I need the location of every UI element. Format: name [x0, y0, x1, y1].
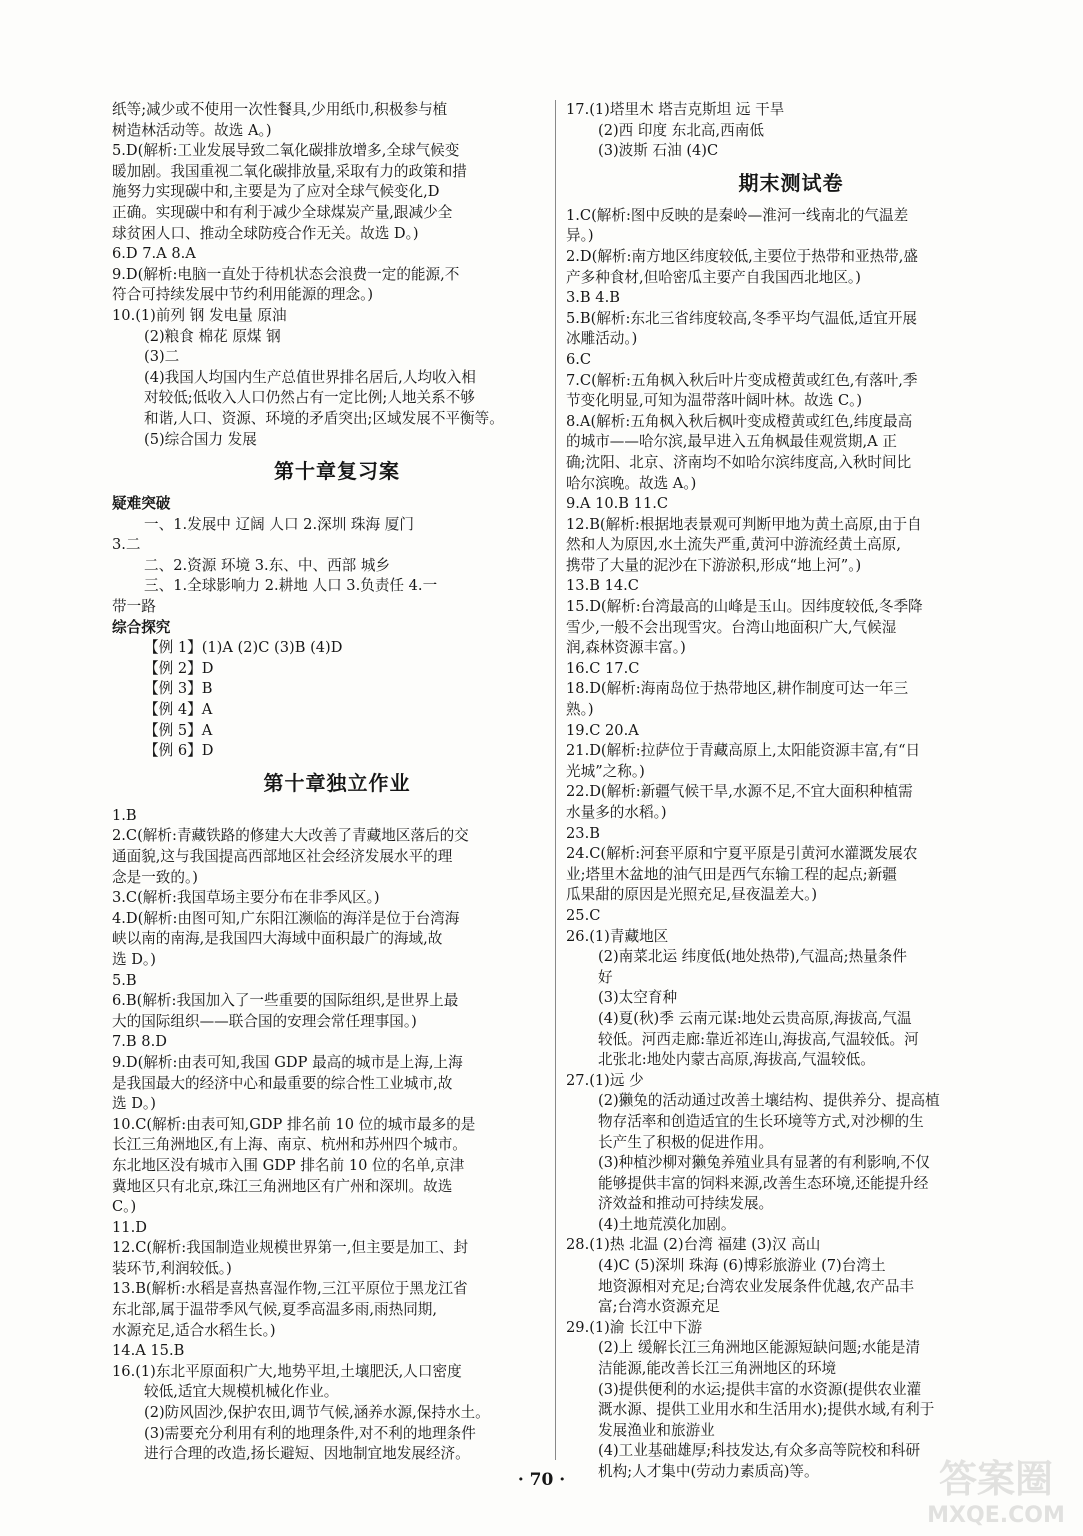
answer-line-indented: (4)C (5)深圳 珠海 (6)博彩旅游业 (7)台湾土	[598, 1257, 886, 1275]
answer-line: 雪少,一般不会出现雪灾。台湾山地面积广大,气候湿	[566, 618, 897, 636]
answer-line: 冰雕活动。)	[566, 330, 638, 348]
answer-line: 18.D(解析:海南岛位于热带地区,耕作制度可达一年三	[566, 680, 909, 698]
answer-line-indented: 二、2.资源 环境 3.东、中、西部 城乡	[144, 556, 391, 574]
answer-line: 16.(1)东北平原面积广大,地势平坦,土壤肥沃,人口密度	[112, 1362, 462, 1380]
answer-line: 17.(1)塔里木 塔吉克斯坦 远 干旱	[566, 101, 785, 118]
answer-line: 装环节,利润较低。)	[112, 1259, 232, 1277]
answer-line: 13.B(解析:水稻是喜热喜湿作物,三江平原位于黑龙江省	[112, 1280, 468, 1298]
answer-line: 3.C(解析:我国草场主要分布在非季风区。)	[112, 889, 380, 907]
answer-line-indented: 溉水源、提供工业用水和生活用水);提供水域,有利于	[598, 1401, 935, 1419]
answer-line: 正确。实现碳中和有利于减少全球煤炭产量,跟减少全	[112, 203, 453, 221]
answer-line: 施努力实现碳中和,主要是为了应对全球气候变化,D	[112, 183, 440, 201]
answer-line: 3.B 4.B	[566, 289, 620, 307]
answer-line-indented: (3)太空育种	[598, 989, 678, 1007]
answer-line-indented: 地资源相对充足;台湾农业发展条件优越,农产品丰	[598, 1277, 915, 1295]
answer-line-indented: (4)土地荒漠化加剧。	[598, 1215, 736, 1233]
answer-line: 哈尔滨晚。故选 A。)	[566, 474, 697, 492]
answer-line-indented: (2)西 印度 东北高,西南低	[598, 121, 764, 139]
answer-line-indented: (3)种植沙柳对獭兔养殖业具有显著的有利影响,不仅	[598, 1154, 930, 1172]
answer-line: 树造林活动等。故选 A。)	[112, 121, 272, 139]
answer-line-indented: (4)我国人均国内生产总值世界排名居后,人均收入相	[144, 368, 476, 386]
answer-line: 10.C(解析:由表可知,GDP 排名前 10 位的城市最多的是	[112, 1115, 476, 1133]
answer-line-indented: (2)獭兔的活动通过改善土壤结构、提供养分、提高植	[598, 1092, 940, 1110]
answer-line: 24.C(解析:河套平原和宁夏平原是引黄河水灌溉发展农	[566, 845, 918, 863]
answer-line: 23.B	[566, 824, 600, 842]
answer-line: 符合可持续发展中节约利用能源的理念。)	[112, 286, 374, 304]
answer-line: 润,森林资源丰富。)	[566, 639, 686, 657]
answer-line: 水源充足,适合水稻生长。)	[112, 1321, 276, 1339]
answer-line: 产多种食材,但哈密瓜主要产自我国西北地区。)	[566, 268, 861, 286]
answer-line: 27.(1)远 少	[566, 1071, 644, 1089]
answer-line-indented: 较低。河西走廊:靠近祁连山,海拔高,气温较低。河	[598, 1030, 919, 1048]
answer-line-indented: 长产生了积极的促进作用。	[598, 1133, 774, 1151]
left-column	[112, 100, 562, 1465]
answer-line: 纸等;减少或不使用一次性餐具,少用纸巾,积极参与植	[112, 101, 448, 118]
answer-line-indented: 【例 3】B	[144, 680, 213, 698]
answer-line: 光城”之称。)	[566, 762, 645, 780]
answer-line: 25.C	[566, 906, 601, 924]
answer-line: 5.D(解析:工业发展导致二氧化碳排放增多,全球气候变	[112, 142, 460, 160]
section-heading: 第十章复习案	[274, 459, 400, 484]
answer-line: 8.A(解析:五角枫入秋后枫叶变成橙黄或红色,纬度最高	[566, 412, 913, 430]
answer-line-indented: 【例 1】(1)A (2)C (3)B (4)D	[144, 639, 343, 657]
answer-line: 21.D(解析:拉萨位于青藏高原上,太阳能资源丰富,有“日	[566, 742, 921, 760]
answer-line: C。)	[112, 1198, 137, 1216]
answer-line-indented: (4)工业基础雄厚;科技发达,有众多高等院校和科研	[598, 1442, 921, 1460]
answer-line: 12.B(解析:根据地表景观可判断甲地为黄土高原,由于自	[566, 515, 922, 533]
answer-line-indented: 发展渔业和旅游业	[598, 1421, 715, 1439]
answer-line: 带一路	[112, 598, 156, 616]
answer-line-indented: 洁能源,能改善长江三角洲地区的环境	[598, 1360, 837, 1378]
answer-line-indented: 好	[598, 968, 613, 986]
section-heading: 期末测试卷	[738, 170, 844, 195]
answer-line: 10.(1)前列 钢 发电量 原油	[112, 306, 287, 324]
answer-line: 6.B(解析:我国加入了一些重要的国际组织,是世界上最	[112, 992, 459, 1010]
answer-line-indented: 【例 5】A	[144, 721, 213, 739]
answer-line: 15.D(解析:台湾最高的山峰是玉山。因纬度较低,冬季降	[566, 598, 923, 616]
answer-line: 4.D(解析:由图可知,广东阳江濒临的海洋是位于台湾海	[112, 909, 460, 927]
answer-line: 29.(1)渝 长江中下游	[566, 1318, 703, 1336]
answer-line: 14.A 15.B	[112, 1342, 185, 1360]
answer-line: 是我国最大的经济中心和最重要的综合性工业城市,故	[112, 1074, 453, 1092]
answer-line: 7.C(解析:五角枫入秋后叶片变成橙黄或红色,有落叶,季	[566, 371, 918, 389]
answer-line-indented: (2)防风固沙,保护农田,调节气候,涵养水源,保持水土。	[144, 1404, 490, 1422]
answer-line-indented: 富;台湾水资源充足	[598, 1298, 720, 1316]
answer-line: 东北地区没有城市入围 GDP 排名前 10 位的名单,京津	[112, 1156, 465, 1174]
answer-line-indented: 一、1.发展中 辽阔 人口 2.深圳 珠海 厦门	[144, 515, 414, 533]
answer-line: 念是一致的。)	[112, 868, 198, 886]
answer-line: 9.D(解析:由表可知,我国 GDP 最高的城市是上海,上海	[112, 1053, 463, 1071]
answer-line: 异。)	[566, 227, 594, 245]
answer-line: 28.(1)热 北温 (2)台湾 福建 (3)汉 高山	[566, 1236, 821, 1254]
answer-line: 瓜果甜的原因是光照充足,昼夜温差大。)	[566, 886, 818, 904]
answer-line-indented: 能够提供丰富的饲料来源,改善生态环境,还能提升经	[598, 1174, 929, 1192]
svg-text:答案圈: 答案圈	[938, 1457, 1054, 1501]
answer-line-indented: 和谐,人口、资源、环境的矛盾突出;区域发展不平衡等。	[144, 409, 504, 427]
answer-line: 5.B(解析:东北三省纬度较高,冬季平均气温低,适宜开展	[566, 309, 918, 327]
answer-line: 19.C 20.A	[566, 721, 639, 739]
svg-text:MXQE.COM: MXQE.COM	[927, 1503, 1065, 1528]
answer-line: 2.D(解析:南方地区纬度较低,主要位于热带和亚热带,盛	[566, 247, 918, 265]
answer-line-indented: 机构;人才集中(劳动力素质高)等。	[598, 1463, 819, 1480]
answer-line: 东北部,属于温带季风气候,夏季高温多雨,雨热同期,	[112, 1301, 438, 1319]
answer-line-indented: 物存活率和创造适宜的生长环境等方式,对沙柳的生	[598, 1112, 924, 1130]
answer-line: 3.二	[112, 536, 141, 554]
answer-line-indented: 较低,适宜大规模机械化作业。	[144, 1383, 339, 1401]
answer-line: 冀地区只有北京,珠江三角洲地区有广州和深圳。故选	[112, 1177, 453, 1195]
answer-line: 暖加剧。我国重视二氧化碳排放量,采取有力的政策和措	[112, 162, 467, 180]
answer-line: 22.D(解析:新疆气候干旱,水源不足,不宜大面积种植需	[566, 783, 913, 801]
answer-line-indented: (2)上 缓解长江三角洲地区能源短缺问题;水能是清	[598, 1339, 921, 1357]
answer-line-indented: (3)需要充分利用有利的地理条件,对不利的地理条件	[144, 1424, 476, 1442]
answer-line: 1.C(解析:图中反映的是秦岭—淮河一线南北的气温差	[566, 206, 909, 224]
answer-line-indented: (3)提供便利的水运;提供丰富的水资源(提供农业灌	[598, 1380, 922, 1398]
answer-line: 2.C(解析:青藏铁路的修建大大改善了青藏地区落后的交	[112, 827, 469, 845]
subsection-label: 疑难突破	[112, 495, 171, 513]
column-divider	[555, 100, 556, 1460]
answer-line: 7.B 8.D	[112, 1033, 167, 1051]
answer-line: 9.D(解析:电脑一直处于待机状态会浪费一定的能源,不	[112, 265, 460, 283]
answer-line-indented: (3)二	[144, 348, 180, 366]
answer-line: 1.B	[112, 806, 137, 824]
answer-line-indented: 【例 6】D	[144, 742, 214, 760]
page-number: · 70 ·	[517, 1470, 566, 1490]
answer-line: 通面貌,这与我国提高西部地区社会经济发展水平的理	[112, 848, 453, 865]
answer-line-indented: (4)夏(秋)季 云南元谋:地处云贵高原,海拔高,气温	[598, 1009, 912, 1027]
answer-line: 然和人为原因,水土流失严重,黄河中游流经黄土高原,	[566, 536, 901, 554]
answer-line: 26.(1)青藏地区	[566, 927, 669, 945]
answer-line-indented: 【例 2】D	[144, 659, 214, 677]
answer-line: 选 D。)	[112, 950, 156, 968]
answer-line: 9.A 10.B 11.C	[566, 495, 669, 513]
answer-line: 球贫困人口、推动全球防疫合作无关。故选 D。)	[112, 224, 419, 242]
answer-line-indented: (2)粮食 棉花 原煤 钢	[144, 327, 281, 345]
answer-line: 11.D	[112, 1218, 147, 1236]
answer-line-indented: 进行合理的改造,扬长避短、因地制宜地发展经济。	[144, 1445, 470, 1463]
answer-line: 16.C 17.C	[566, 659, 640, 677]
right-column	[566, 100, 1016, 1483]
answer-line: 5.B	[112, 971, 137, 989]
watermark-logo	[921, 1446, 1071, 1530]
answer-line: 的城市——哈尔滨,最早进入五角枫最佳观赏期,A 正	[566, 433, 897, 451]
answer-line: 确;沈阳、北京、济南均不如哈尔滨纬度高,入秋时间比	[566, 453, 912, 471]
answer-line: 12.C(解析:我国制造业规模世界第一,但主要是加工、封	[112, 1239, 469, 1257]
answer-line: 6.C	[566, 350, 592, 368]
answer-line: 熟。)	[566, 701, 594, 719]
answer-line-indented: (3)波斯 石油 (4)C	[598, 142, 719, 160]
answer-line: 水量多的水稻。)	[566, 804, 667, 821]
answer-line: 携带了大量的泥沙在下游淤积,形成“地上河”。)	[566, 556, 862, 574]
answer-line-indented: 北张北:地处内蒙古高原,海拔高,气温较低。	[598, 1051, 875, 1069]
answer-line: 业;塔里木盆地的油气田是西气东输工程的起点;新疆	[566, 865, 897, 883]
answer-line: 节变化明显,可知为温带落叶阔叶林。故选 C。)	[566, 392, 863, 410]
answer-line: 大的国际组织——联合国的安理会常任理事国。)	[112, 1012, 417, 1030]
answer-line: 长江三角洲地区,有上海、南京、杭州和苏州四个城市。	[112, 1136, 467, 1154]
answer-line-indented: (5)综合国力 发展	[144, 430, 257, 448]
answer-line: 选 D。)	[112, 1095, 156, 1113]
answer-line-indented: (2)南菜北运 纬度低(地处热带),气温高;热量条件	[598, 948, 907, 966]
answer-line-indented: 【例 4】A	[144, 701, 213, 719]
subsection-label: 综合探究	[112, 618, 171, 636]
answer-line-indented: 三、1.全球影响力 2.耕地 人口 3.负责任 4.一	[144, 577, 438, 595]
answer-line-indented: 对较低;低收入人口仍然占有一定比例;人地关系不够	[144, 389, 475, 407]
answer-line-indented: 济效益和推动可持续发展。	[598, 1195, 774, 1213]
answer-line: 13.B 14.C	[566, 577, 639, 595]
section-heading: 第十章独立作业	[263, 770, 411, 795]
answer-line: 6.D 7.A 8.A	[112, 245, 196, 263]
answer-line: 峡以南的南海,是我国四大海域中面积最广的海域,故	[112, 930, 443, 948]
